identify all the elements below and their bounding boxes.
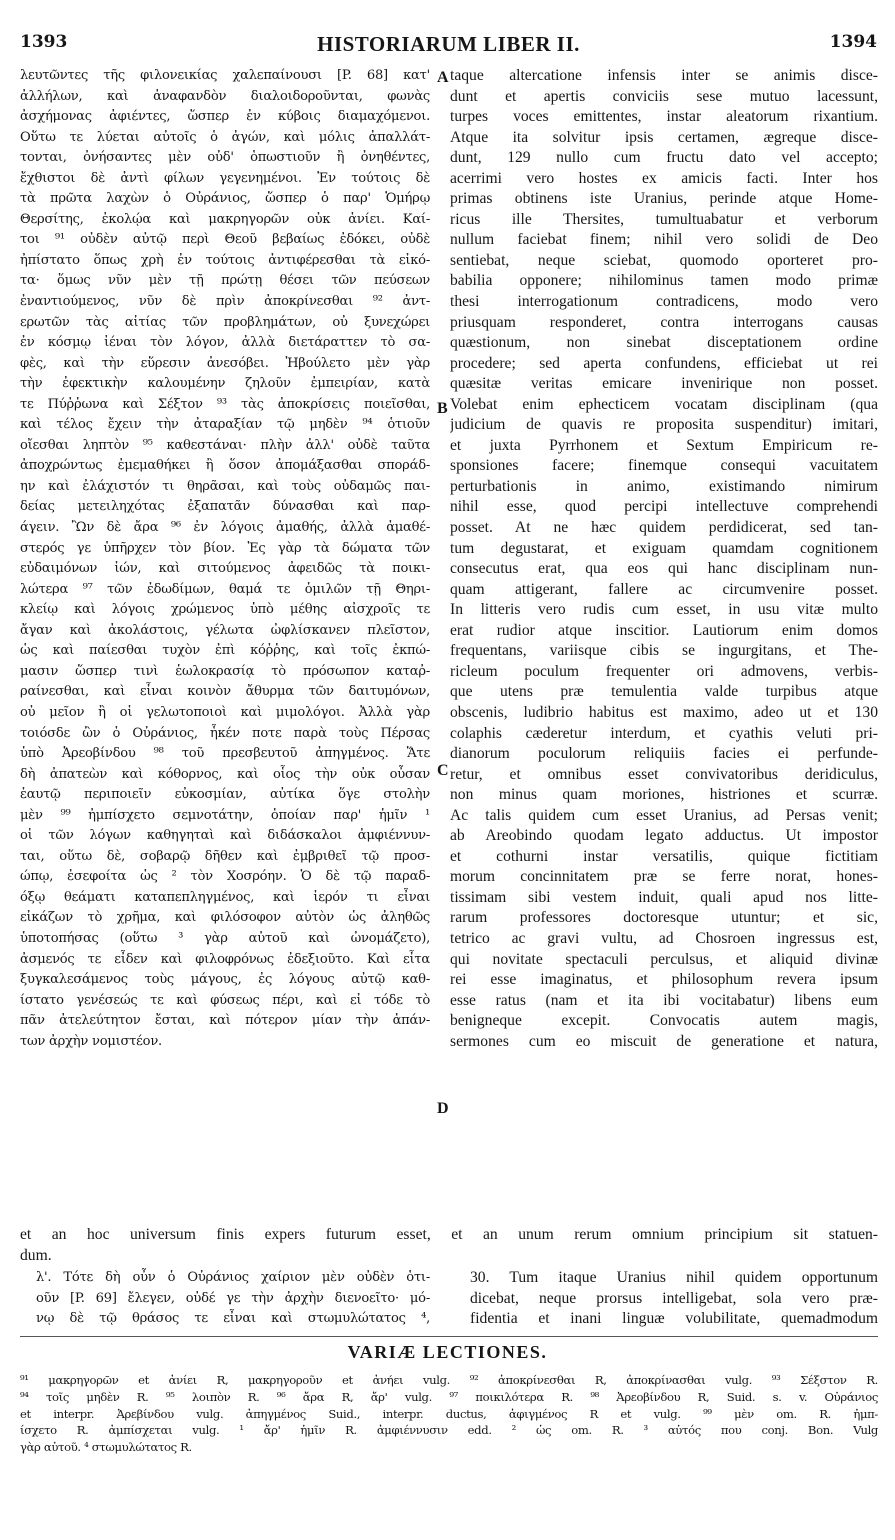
latin-text-line: esse ratus (nam et ita ibi vocitabatur) libens eum <box>450 991 878 1009</box>
greek-text-line: των ἀρχὴν νομιστέον. <box>20 1033 162 1049</box>
latin-text-line: tissimam sibi vestem induit, quali apud nos litte- <box>450 888 878 906</box>
greek-text-line: Οὕτω τε λύεται αὐτοῖς ὁ ἀγών, καὶ μόλις ἀπαλλάτ- <box>20 129 430 145</box>
section-30-latin-line: fidentia et inani linguæ volubilitate, quemadmodum <box>470 1310 878 1328</box>
latin-text-line: frequentans, variisque cibis se ingurgitans, et The- <box>450 642 878 660</box>
latin-text-line: tum degustarat, et exiguam quamdam cognitionem <box>450 539 878 557</box>
section-30-greek-line: οῦν [P. 69] ἔλεγεν, οὐδέ γε τὴν ἀρχὴν διενοεῖτο· μό- <box>36 1290 430 1306</box>
section-30-greek-line: νῳ δὲ τῷ θράσος τε εἶναι καὶ στωμυλώτατος ⁴, <box>36 1311 430 1327</box>
latin-text-line: dunt, 129 nullo cum fructu dato vel accepto; <box>450 149 878 167</box>
latin-text-line: rei esse imaginatus, et philosophum revera ipsum <box>450 971 878 989</box>
latin-text-line: babilia opponere; nihilominus tamen modo primæ <box>450 272 878 290</box>
latin-text-line: Atque ita solvitur ipsis certamen, ægreque disce- <box>450 128 878 146</box>
latin-text-line: sermones cum eo miscuit de generatione et natura, <box>450 1032 878 1050</box>
latin-text-line: et cothurni instar versatilis, quique fictitiam <box>450 847 878 865</box>
latin-text-line: quæsitæ veritas emicare invenirique non posset. <box>450 375 878 393</box>
greek-text-line: οὐ μεῖον ἢ οἱ γελωτοποιοὶ καὶ μιμολόγοι. Ἀλλὰ γὰρ <box>20 704 430 720</box>
latin-text-line: nihil esse, quod percipi intellectuve comprehendi <box>450 498 878 516</box>
latin-text-line: perturbationis in animo, existimando nimirum <box>450 477 878 495</box>
greek-text-line: ἀσχήμονας ἀφιέντες, ὥσπερ ἐν κύβοις διαμαχόμενοι. <box>20 109 430 125</box>
variant-reading-line: ⁹¹ μακρηγορῶν et ἀνίει R, μακρηγοροῦν et ἀνήει vulg. ⁹² ἀποκρίνεσθαι R, ἀποκρίνασθαι vulg. ⁹³ Σέξστον R. <box>20 1373 878 1387</box>
greek-text-line: ἀποχρώντως ἐμεμαθήκει ἢ ὅσον ἀπομάξασθαι σποράδ- <box>20 458 430 474</box>
latin-text-line: primas obtinens iste Uranius, perinde atque Home- <box>450 190 878 208</box>
full-width-line-end: dum. <box>20 1246 52 1264</box>
page-number-right: 1394 <box>829 32 877 52</box>
greek-text-line: ην καὶ ἐλάχιστόν τι θηρᾶσαι, καὶ τοὺς οὐδαμῶς παι- <box>20 478 430 494</box>
margin-letter-a: A <box>437 69 449 86</box>
latin-text-line: benigneque excepit. Convocatis autem magis, <box>450 1012 878 1030</box>
greek-text-line: ἔχθιστοι δὲ ἀντὶ φίλων γεγενημένοι. Ἐν τούτοις δὲ <box>20 170 430 186</box>
greek-text-line: ται, οὕτω δὲ, σοβαρῷ δῆθεν καὶ ἐμβριθεῖ τῷ προσ- <box>20 848 430 864</box>
greek-text-line: άγειν. Ὢν δὲ ἄρα ⁹⁶ ἐν λόγοις ἀμαθής, ἀλλὰ ἀμαθέ- <box>20 520 430 536</box>
latin-text-line: Ac talis quidem cum esset Uranius, ad Persas venit; <box>450 806 878 824</box>
margin-letter-d: D <box>437 1100 449 1117</box>
latin-text-line: ricleum poculum frequenter ori admovens, verbis- <box>450 662 878 680</box>
latin-text-line: posset. At ne hæc quidem perdidicerat, sed tan- <box>450 519 878 537</box>
latin-text-line: Volebat enim ephecticem vocatam disciplinam (qua <box>450 395 878 413</box>
greek-text-line: ερωτῶν τὰς αἰτίας τῶν προβλημάτων, οὐ ξυνεχώρει <box>20 314 430 330</box>
latin-text-line: acerrimi vero hostes ex amicis facti. Inter hos <box>450 169 878 187</box>
section-30-greek <box>36 1268 430 1330</box>
greek-text-line: λώτερα ⁹⁷ τῶν ἐδωδίμων, θαμά τε ὁμιλῶν τῇ Θηρι- <box>20 581 430 597</box>
margin-letter-c: C <box>437 762 449 779</box>
variant-reading-line: et interpr. Ἀρεβίνδου vulg. ἀπηγμένος Suid., interpr. ductus, ἀφιγμένος R et vulg. ⁹⁹ μὲν om. R. ἠμπ- <box>20 1406 878 1421</box>
greek-text-line: κλείῳ καὶ λόγοις χρώμενος ὑπὸ μέθης αἰσχροῖς τε <box>20 602 430 618</box>
latin-text-line: In litteris vero rudis cum esset, in usu vitæ multo <box>450 601 878 619</box>
footnote-rule <box>20 1336 878 1337</box>
greek-text-column <box>20 66 430 1052</box>
variant-reading-line: γὰρ αὐτοῦ. ⁴ στωμυλώτατος R. <box>20 1440 192 1455</box>
latin-text-line: nullum faciebat finem; nihil vero solidi de Deo <box>450 231 878 249</box>
latin-text-line: ricus ille Thersites, tumultuabatur et verborum <box>450 210 878 228</box>
greek-text-line: καὶ τέλος ἔχειν τὴν ἀταραξίαν τῷ μηδὲν ⁹⁴ ὁτιοῦν <box>20 417 430 433</box>
greek-text-line: ὑποτοπήσας (οὕτω ³ γὰρ αὐτοῦ καὶ ὠνομάζετο), <box>20 930 430 946</box>
greek-text-line: Θερσίτης, ἐκολῴα καὶ μακρηγορῶν οὐκ ἀνίει. Καί- <box>20 211 430 227</box>
greek-text-line: ξυγκαλεσάμενος τοὺς μάγους, ἐς λόγους αὐτῷ καθ- <box>20 972 430 988</box>
variae-lectiones <box>20 1372 878 1456</box>
section-30-greek-line: λ'. Τότε δὴ οὖν ὁ Οὐράνιος χαίριον μὲν οὐδὲν ὁτι- <box>36 1270 430 1285</box>
greek-text-line: οἱ τῶν λόγων καθηγηταὶ καὶ διδάσκαλοι ἀμφιέννυν- <box>20 828 430 844</box>
latin-text-line: judicium de quavis re proposita suspenditur) imitari, <box>450 416 878 434</box>
latin-text-line: priusquam responderet, contra interrogans causas <box>450 313 878 331</box>
full-width-line <box>20 1225 878 1266</box>
greek-text-line: ίστατο γενέσεώς τε καὶ φύσεως πέρι, καὶ εἰ τόδε τὸ <box>20 992 430 1008</box>
page-number-left: 1393 <box>20 32 68 52</box>
greek-text-line: τονται, ὀνήσαντες μὲν οὐδ' ὁπωστιοῦν ἢ ὀνηθέντες, <box>20 150 430 166</box>
greek-text-line: μὲν ⁹⁹ ἠμπίσχετο σεμνοτάτην, ὁποίαν παρ' ἡμῖν ¹ <box>20 807 430 823</box>
greek-text-line: οἴεσθαι ληπτὸν ⁹⁵ καθεστάναι· πλὴν ἀλλ' οὐδὲ ταῦτα <box>20 437 430 453</box>
greek-text-line: ραίνεσθαι, καὶ εἶναι κοινὸν ἄθυρμα τῶν δαιτυμόνων, <box>20 684 430 700</box>
latin-text-line: dunt et apertis conviciis sese mutuo lacessunt, <box>450 87 878 105</box>
latin-text-line: procedere; sed aperta confundens, efficiebat ut rei <box>450 354 878 372</box>
running-title: HISTORIARUM LIBER II. <box>317 32 580 56</box>
greek-text-line: πᾶν ἀτελεύτητον ἔσται, καὶ πότερον μίαν τὴν ἁπάν- <box>20 1013 430 1029</box>
full-width-line-text: et an hoc universum finis expers futurum esset, et an unum rerum omnium principium sit statuen- <box>20 1226 878 1243</box>
latin-text-line: erat rudior atque inscitior. Lautiorum enim domos <box>450 621 878 639</box>
variae-lectiones-title: VARIÆ LECTIONES. <box>347 1342 548 1362</box>
greek-text-line: στερός γε ὑπῆρχεν τὸν βίον. Ἐς γὰρ τὰ δώματα τῶν <box>20 540 430 556</box>
greek-text-line: λευτῶντες τῆς φιλονεικίας χαλεπαίνουσι [P. 68] κατ' <box>20 68 430 83</box>
latin-text-column <box>450 66 878 1052</box>
greek-text-line: μασιν ὥσπερ τινὶ ἑωλοκρασίᾳ τὸ πρόσωπον καταῤ- <box>20 663 430 679</box>
section-30-latin-line: dicebat, neque prorsus intelligebat, sola vero præ- <box>470 1289 878 1307</box>
latin-text-line: qui novitate spectaculi perculsus, et aliquid divinæ <box>450 950 878 968</box>
greek-text-line: ἀσμενός τε εἶδεν καὶ φιλοφρόνως ἐδεξιοῦτο. Καὶ εἶτα <box>20 951 430 967</box>
greek-text-line: τοιόσδε ὢν ὁ Οὐράνιος, ἧκέν ποτε παρὰ τοὺς Πέρσας <box>20 725 430 741</box>
latin-text-line: non minus quam moriones, histriones et scurræ. <box>450 786 878 804</box>
greek-text-line: φὲς, καὶ τὴν εὕρεσιν ἀνεσόβει. Ἠβούλετο μὲν γὰρ <box>20 355 430 371</box>
latin-text-line: quam attigerant, fallere ac circumvenire posset. <box>450 580 878 598</box>
variant-reading-line: ⁹⁴ τοῖς μηδὲν R. ⁹⁵ λοιπὸν R. ⁹⁶ ἄρα R, ἄρ' vulg. ⁹⁷ ποικιλότερα R. ⁹⁸ Ἀρεοβίνδου R, Suid. s. v. Οὐράνιος <box>20 1389 878 1404</box>
greek-text-line: ἠπίστατο ὅπως χρὴ ἐν τούτοις ἀντιφέρεσθαι τὰ εἰκό- <box>20 252 430 268</box>
latin-text-line: que utens præ temulentia valde turpibus atque <box>450 683 878 701</box>
variant-reading-line: ίσχετο R. ἀμπίσχεται vulg. ¹ ἄρ' ἡμῖν R. ἀμφιέννυσιν edd. ² ὡς om. R. ³ αὐτός που conj. Bon. Vulg <box>20 1423 878 1438</box>
latin-text-line: thesi interrogationum contradicens, modo vero <box>450 293 878 311</box>
latin-text-line: dianorum poculorum reliquiis facies ei perfunde- <box>450 745 878 763</box>
latin-text-line: obscenis, ludibrio habitus est maximo, adeo ut et 130 <box>450 703 878 721</box>
greek-text-line: τὰ πρῶτα λαχὼν ὁ Οὐράνιος, ὥσπερ ὁ παρ' Ὁμήρῳ <box>20 191 430 207</box>
latin-text-line: consecutus erat, qua eos qui hanc disciplinam nun- <box>450 560 878 578</box>
greek-text-line: δείας μετειληχότας ἐξαπατᾶν δύνασθαι καὶ παρ- <box>20 499 430 515</box>
greek-text-line: ώπῳ, ἐσεφοίτα ὡς ² τὸν Χοσρόην. Ὁ δὲ τῷ παραδ- <box>20 869 430 885</box>
greek-text-line: όξῳ θεάματι καταπεπληγμένος, καὶ ἱερόν τι εἶναι <box>20 889 430 905</box>
greek-text-line: ἑαυτῷ περιποιεῖν εὐκοσμίαν, αὐτίκα ὅγε στολὴν <box>20 787 430 803</box>
latin-text-line: tetrico ac gravi vultu, ad Chosroen ingressus est, <box>450 929 878 947</box>
latin-text-line: rarum professores doctoresque utuntur; et sic, <box>450 909 878 927</box>
latin-text-line: taque altercatione infensis inter se animis disce- <box>450 67 878 84</box>
greek-text-line: εἰκάζων τὸ χρῆμα, καὶ φιλόσοφον αὐτὸν ὡς ἀληθῶς <box>20 910 430 926</box>
greek-text-line: ἀλλήλων, καὶ ἀναφανδὸν διαλοιδοροῦνται, φωνὰς <box>20 88 430 104</box>
greek-text-line: ἐναντιούμενος, νῦν δὲ πρὶν ἀποκρίνεσθαι ⁹² ἀντ- <box>20 294 430 310</box>
greek-text-line: εὐδαιμόνων ἰών, καὶ σιτούμενος ἀφειδῶς τὰ ποικι- <box>20 561 430 577</box>
latin-text-line: morum concinnitatem præ se ferre norat, hones- <box>450 868 878 886</box>
greek-text-line: τα· ὅμως νῦν μὲν τῇ πρώτῃ θέσει τῶν πεύσεων <box>20 273 430 289</box>
latin-text-line: sponsiones facere; finemque consequi vacuitatem <box>450 457 878 475</box>
margin-letter-b: B <box>437 400 448 417</box>
latin-text-line: turpes voces emittentes, instar aleatorum rixantium. <box>450 108 878 126</box>
greek-text-line: ὑπὸ Ἀρεοβίνδου ⁹⁸ τοῦ πρεσβευτοῦ ἀπηγμένος. Ἅτε <box>20 746 430 762</box>
latin-text-line: ab Areobindo quodam legato adductus. Ut impostor <box>450 827 878 845</box>
greek-text-line: ὡς καὶ παίεσθαι τυχὸν ἐπὶ κόῤῥης, καὶ τοῖς ἐκπώ- <box>20 643 430 659</box>
greek-text-line: τε Πύῤῥωνα καὶ Σέξτον ⁹³ τὰς ἀποκρίσεις ποιεῖσθαι, <box>20 396 430 412</box>
latin-text-line: et juxta Pyrrhonem et Sextum Empiricum re- <box>450 436 878 454</box>
greek-text-line: δὴ ἀπατεὼν καὶ κόθορνος, καὶ οἷος τὴν οὐκ οὖσαν <box>20 766 430 782</box>
greek-text-line: τοι ⁹¹ οὐδὲν αὐτῷ περὶ Θεοῦ βεβαίως ἐδόκει, οὐδὲ <box>20 232 430 248</box>
latin-text-line: quæstionum, non sinebat disceptationem ordine <box>450 334 878 352</box>
latin-text-line: sentiebat, neque sciebat, quomodo oporteret pro- <box>450 251 878 269</box>
section-30-latin-line: 30. Tum itaque Uranius nihil quidem opportunum <box>470 1269 878 1286</box>
running-header <box>20 26 877 56</box>
greek-text-line: τὴν ἐφεκτικὴν καλουμένην ζηλοῦν ἐμπειρίαν, κατὰ <box>20 376 430 392</box>
greek-text-line: ἄγαν καὶ ἀκολάστοις, γέλωτα ὠφλίσκανεν πλεῖστον, <box>20 622 430 638</box>
section-30-latin <box>470 1268 878 1330</box>
greek-text-line: ἐν κόσμῳ ἰέναι τὸν λόγον, ἀλλὰ διετάραττεν τὸ σα- <box>20 335 430 351</box>
latin-text-line: colaphis cæderetur interdum, et cyathis veluti pri- <box>450 724 878 742</box>
latin-text-line: retur, et omnibus esset convivatoribus deridiculus, <box>450 765 878 783</box>
